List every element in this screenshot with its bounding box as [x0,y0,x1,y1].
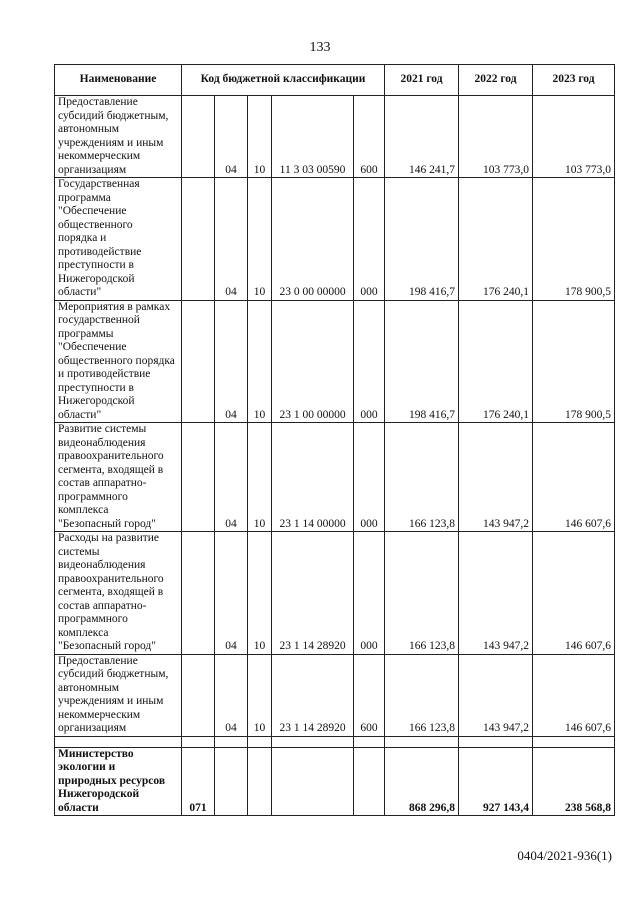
row-2023: 178 900,5 [533,178,615,301]
header-2021: 2021 год [385,65,459,96]
row-name: Мероприятия в рамках государственной программы "Обеспечение общественного порядка и противодействие преступности в Нижегородской области" [55,300,182,423]
spacer-cell [215,736,248,747]
ministry-row [55,747,615,816]
spacer-cell [459,736,533,747]
row-vr: 600 [354,96,385,178]
spacer-cell [248,736,272,747]
row-ministry [182,96,215,178]
spacer-cell [354,736,385,747]
row-podrazdel: 10 [248,654,272,736]
row-2021: 166 123,8 [385,654,459,736]
row-ministry [182,300,215,423]
budget-table [54,64,615,816]
row-2021: 198 416,7 [385,178,459,301]
table-row [55,300,615,423]
row-vr: 000 [354,300,385,423]
row-2023: 103 773,0 [533,96,615,178]
row-2022: 143 947,2 [459,654,533,736]
ministry-csr [272,747,354,816]
ministry-name: Министерство экологии и природных ресурсов Нижегородской области [55,747,182,816]
row-2023: 146 607,6 [533,654,615,736]
ministry-code: 071 [182,747,215,816]
row-podrazdel: 10 [248,532,272,655]
ministry-razdel [215,747,248,816]
row-csr: 23 1 00 00000 [272,300,354,423]
row-csr: 11 3 03 00590 [272,96,354,178]
header-name: Наименование [55,65,182,96]
row-2021: 198 416,7 [385,300,459,423]
row-ministry [182,532,215,655]
table-row [55,654,615,736]
row-name: Развитие системы видеонаблюдения правоохранительного сегмента, входящей в состав аппаратно- программного комплекса "Безопасный город" [55,423,182,532]
row-2022: 143 947,2 [459,423,533,532]
row-csr: 23 1 14 28920 [272,654,354,736]
table-row [55,96,615,178]
ministry-vr [354,747,385,816]
row-2022: 143 947,2 [459,532,533,655]
ministry-2021: 868 296,8 [385,747,459,816]
row-vr: 000 [354,423,385,532]
spacer-cell [533,736,615,747]
row-name: Государственная программа "Обеспечение общественного порядка и противодействие преступности в Нижегородской области" [55,178,182,301]
ministry-podrazdel [248,747,272,816]
row-name: Расходы на развитие системы видеонаблюдения правоохранительного сегмента, входящей в состав аппаратно- программного комплекса "Безопасный город" [55,532,182,655]
row-razdel: 04 [215,300,248,423]
row-razdel: 04 [215,654,248,736]
document-number: 0404/2021-936(1) [517,848,612,863]
spacer-cell [272,736,354,747]
row-razdel: 04 [215,423,248,532]
row-2023: 146 607,6 [533,423,615,532]
row-vr: 000 [354,532,385,655]
row-2021: 166 123,8 [385,423,459,532]
ministry-2023: 238 568,8 [533,747,615,816]
header-row [55,65,615,96]
spacer-cell [182,736,215,747]
row-2023: 146 607,6 [533,532,615,655]
row-name: Предоставление субсидий бюджетным, автономным учреждениям и иным некоммерческим организациям [55,654,182,736]
header-code: Код бюджетной классификации [182,65,385,96]
header-2023: 2023 год [533,65,615,96]
row-vr: 000 [354,178,385,301]
spacer-cell [385,736,459,747]
row-podrazdel: 10 [248,96,272,178]
row-2021: 146 241,7 [385,96,459,178]
row-podrazdel: 10 [248,300,272,423]
row-ministry [182,654,215,736]
row-razdel: 04 [215,178,248,301]
row-csr: 23 1 14 00000 [272,423,354,532]
page-number: 133 [309,40,331,55]
row-razdel: 04 [215,532,248,655]
row-csr: 23 0 00 00000 [272,178,354,301]
row-podrazdel: 10 [248,423,272,532]
row-ministry [182,423,215,532]
row-2021: 166 123,8 [385,532,459,655]
table-row [55,423,615,532]
row-2022: 103 773,0 [459,96,533,178]
spacer-cell [55,736,182,747]
row-podrazdel: 10 [248,178,272,301]
row-csr: 23 1 14 28920 [272,532,354,655]
row-2023: 178 900,5 [533,300,615,423]
spacer-row [55,736,615,747]
table-row [55,532,615,655]
row-name: Предоставление субсидий бюджетным, автономным учреждениям и иным некоммерческим организациям [55,96,182,178]
row-ministry [182,178,215,301]
row-2022: 176 240,1 [459,300,533,423]
row-2022: 176 240,1 [459,178,533,301]
row-razdel: 04 [215,96,248,178]
row-vr: 600 [354,654,385,736]
ministry-2022: 927 143,4 [459,747,533,816]
header-2022: 2022 год [459,65,533,96]
table-row [55,178,615,301]
